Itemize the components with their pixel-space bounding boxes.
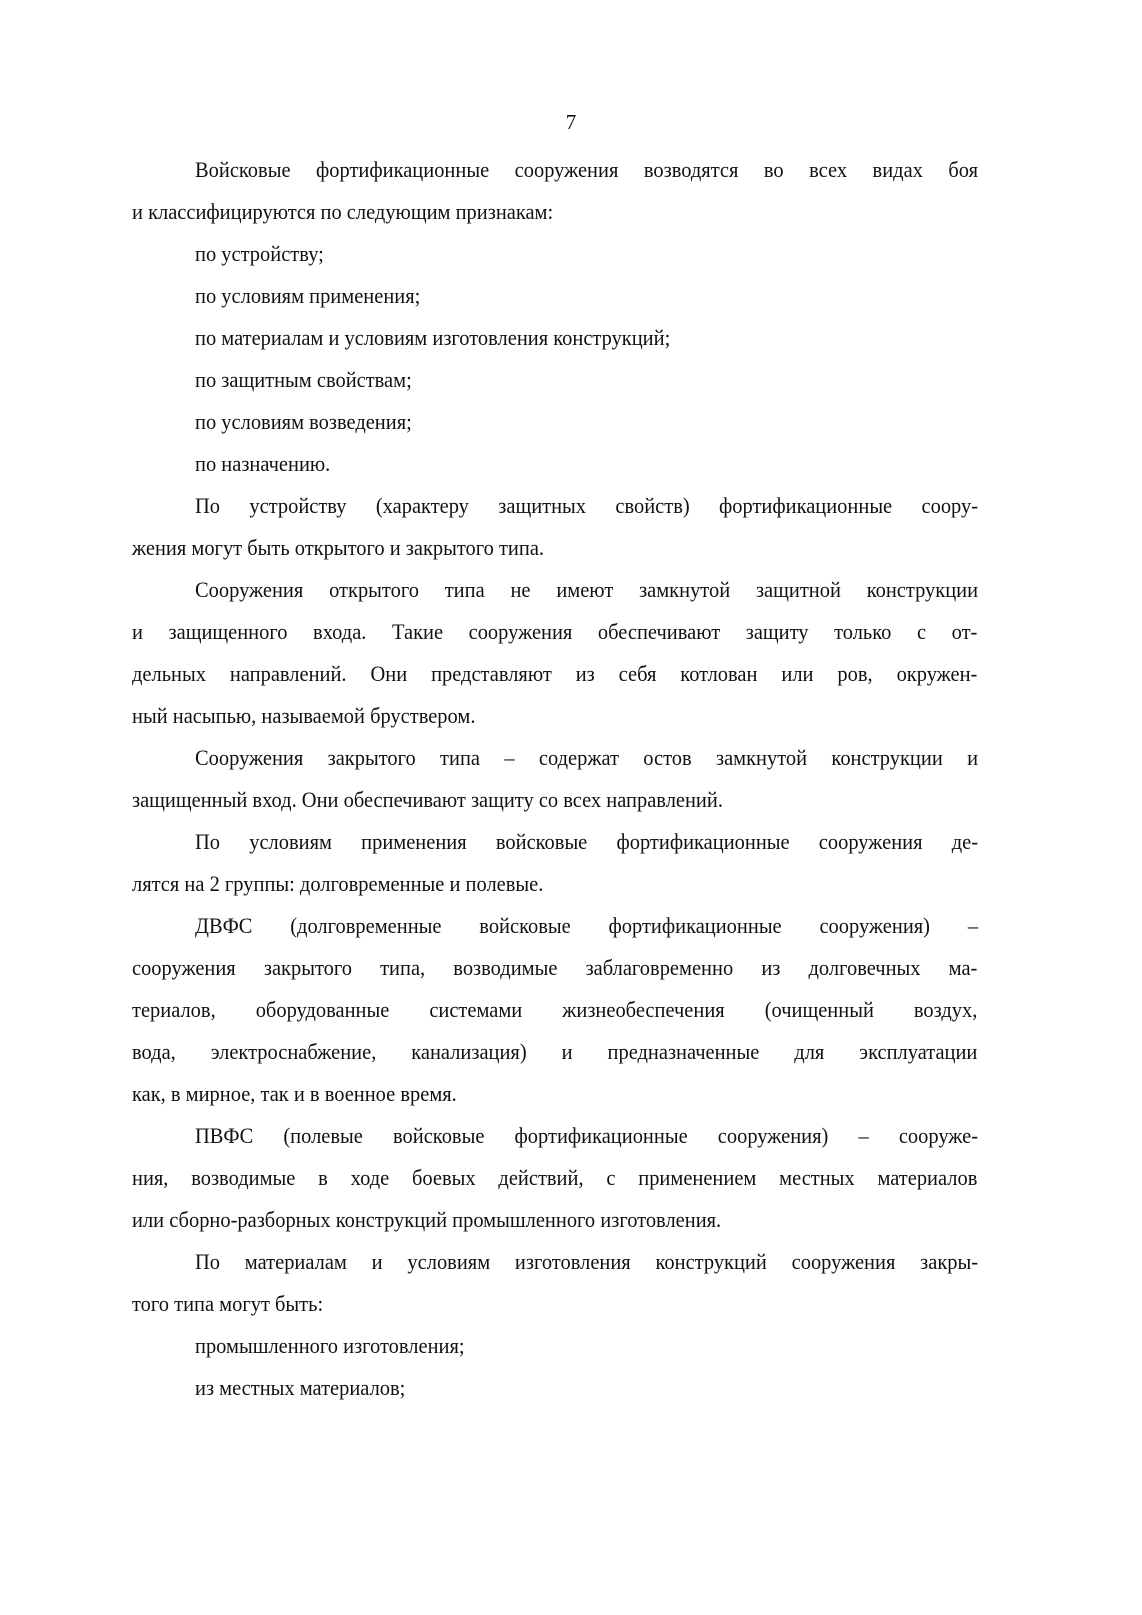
text-line: или сборно-разборных конструкций промышленного изготовления. — [132, 1207, 722, 1232]
text-line: По устройству (характеру защитных свойств) фортификационные соору- — [195, 493, 979, 518]
text-line: Сооружения открытого типа не имеют замкнутой защитной конструкции — [195, 577, 979, 602]
text-line: Сооружения закрытого типа – содержат остов замкнутой конструкции и — [195, 745, 979, 770]
text-line: По условиям применения войсковые фортификационные сооружения де- — [195, 829, 979, 854]
text-line: вода, электроснабжение, канализация) и предназначенные для эксплуатации — [132, 1039, 978, 1064]
text-line: промышленного изготовления; — [195, 1333, 465, 1358]
text-line: по материалам и условиям изготовления конструкций; — [195, 325, 671, 350]
text-line: жения могут быть открытого и закрытого типа. — [132, 535, 545, 560]
text-line: как, в мирное, так и в военное время. — [132, 1081, 457, 1106]
text-line: дельных направлений. Они представляют из себя котлован или ров, окружен- — [132, 661, 978, 686]
text-line: защищенный вход. Они обеспечивают защиту со всех направлений. — [132, 787, 723, 812]
text-line: из местных материалов; — [195, 1375, 406, 1400]
text-line: ПВФС (полевые войсковые фортификационные сооружения) – сооруже- — [195, 1123, 979, 1148]
text-line: териалов, оборудованные системами жизнеобеспечения (очищенный воздух, — [132, 997, 978, 1022]
text-line: по назначению. — [195, 451, 331, 476]
text-line: сооружения закрытого типа, возводимые заблаговременно из долговечных ма- — [132, 955, 978, 980]
text-line: и классифицируются по следующим признакам: — [132, 199, 554, 224]
text-line: ный насыпью, называемой бруствером. — [132, 703, 476, 728]
text-line: ния, возводимые в ходе боевых действий, с применением местных материалов — [132, 1165, 978, 1190]
text-line: По материалам и условиям изготовления конструкций сооружения закры- — [195, 1249, 979, 1274]
text-line: по условиям возведения; — [195, 409, 412, 434]
text-line: по устройству; — [195, 241, 324, 266]
page-number: 7 — [565, 110, 577, 134]
text-line: Войсковые фортификационные сооружения возводятся во всех видах боя — [195, 157, 979, 182]
text-line: лятся на 2 группы: долговременные и полевые. — [132, 871, 544, 896]
text-line: ДВФС (долговременные войсковые фортификационные сооружения) – — [195, 913, 979, 938]
text-line: того типа могут быть: — [132, 1291, 324, 1316]
text-line: по защитным свойствам; — [195, 367, 412, 392]
text-line: и защищенного входа. Такие сооружения обеспечивают защиту только с от- — [132, 619, 978, 644]
text-line: по условиям применения; — [195, 283, 421, 308]
